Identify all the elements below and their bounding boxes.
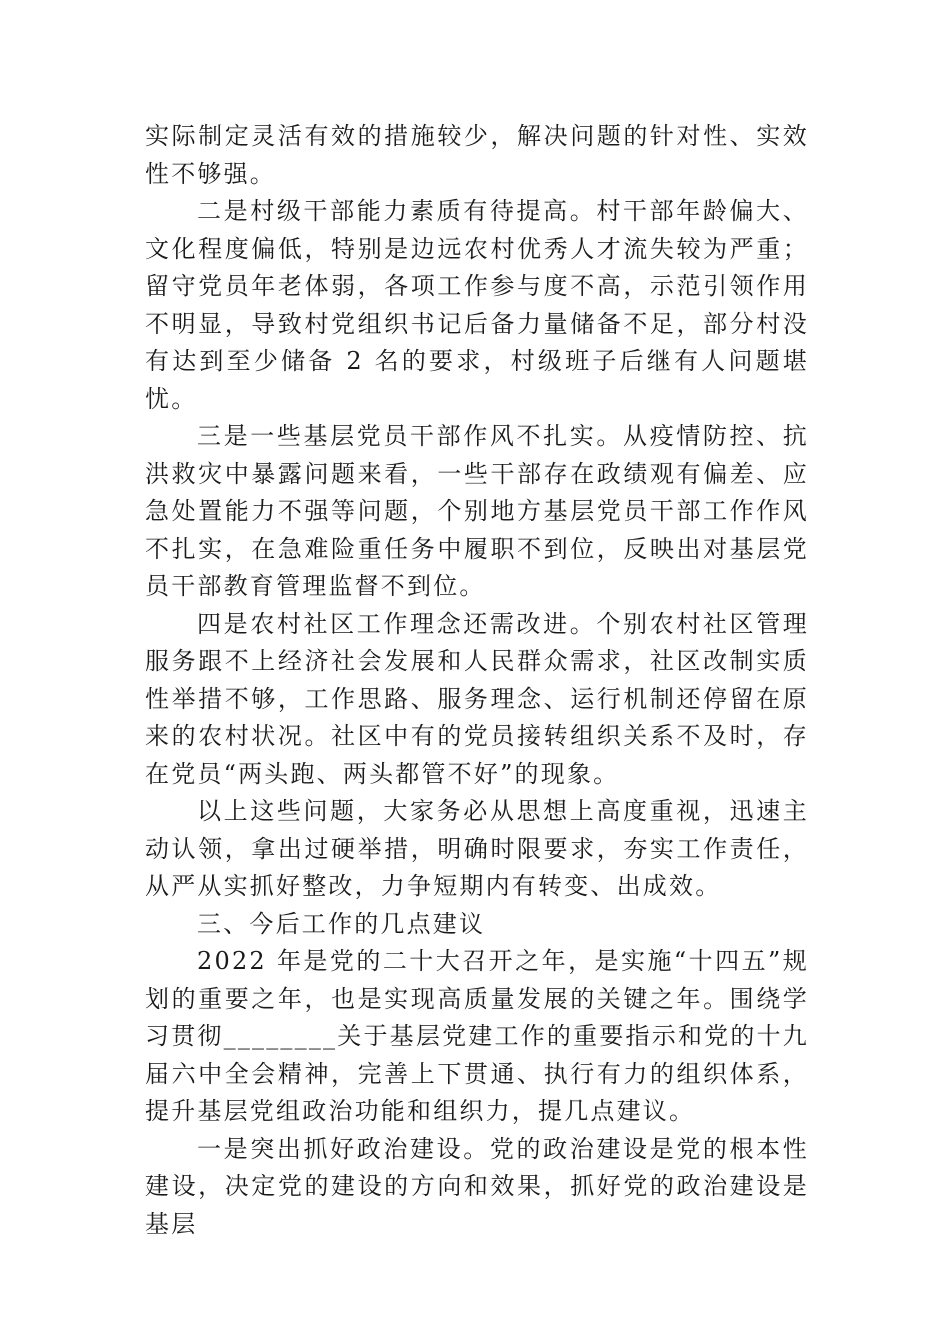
paragraph-continuation: 实际制定灵活有效的措施较少，解决问题的针对性、实效性不够强。 — [145, 122, 809, 188]
document-body — [145, 118, 809, 1243]
paragraph-point-two: 二是村级干部能力素质有待提高。村干部年龄偏大、文化程度偏低，特别是边远农村优秀人才流失较为严重；留守党员年老体弱，各项工作参与度不高，示范引领作用不明显，导致村党组织书记后备力量储备不足，部分村没有达到至少储备 2 名的要求，村级班子后继有人问题堪忧。 — [145, 197, 809, 413]
paragraph-intro-2022: 2022 年是党的二十大召开之年，是实施“十四五”规划的重要之年，也是实现高质量发展的关键之年。围绕学习贯彻________关于基层党建工作的重要指示和党的十九届六中全会精神，完善上下贯通、执行有力的组织体系，提升基层党组政治功能和组织力，提几点建议。 — [145, 947, 809, 1125]
section-heading: 三、今后工作的几点建议 — [197, 909, 486, 938]
paragraph-point-three: 三是一些基层党员干部作风不扎实。从疫情防控、抗洪救灾中暴露问题来看，一些干部存在政绩观有偏差、应急处置能力不强等问题，个别地方基层党员干部工作作风不扎实，在急难险重任务中履职不到位，反映出对基层党员干部教育管理监督不到位。 — [145, 422, 809, 600]
paragraph-summary: 以上这些问题，大家务必从思想上高度重视，迅速主动认领，拿出过硬举措，明确时限要求，夯实工作责任，从严从实抓好整改，力争短期内有转变、出成效。 — [145, 797, 809, 900]
paragraph-suggestion-one: 一是突出抓好政治建设。党的政治建设是党的根本性建设，决定党的建设的方向和效果，抓好党的政治建设是基层 — [145, 1134, 809, 1238]
paragraph-point-four: 四是农村社区工作理念还需改进。个别农村社区管理服务跟不上经济社会发展和人民群众需求，社区改制实质性举措不够，工作思路、服务理念、运行机制还停留在原来的农村状况。社区中有的党员接转组织关系不及时，存在党员“两头跑、两头都管不好”的现象。 — [145, 609, 809, 788]
